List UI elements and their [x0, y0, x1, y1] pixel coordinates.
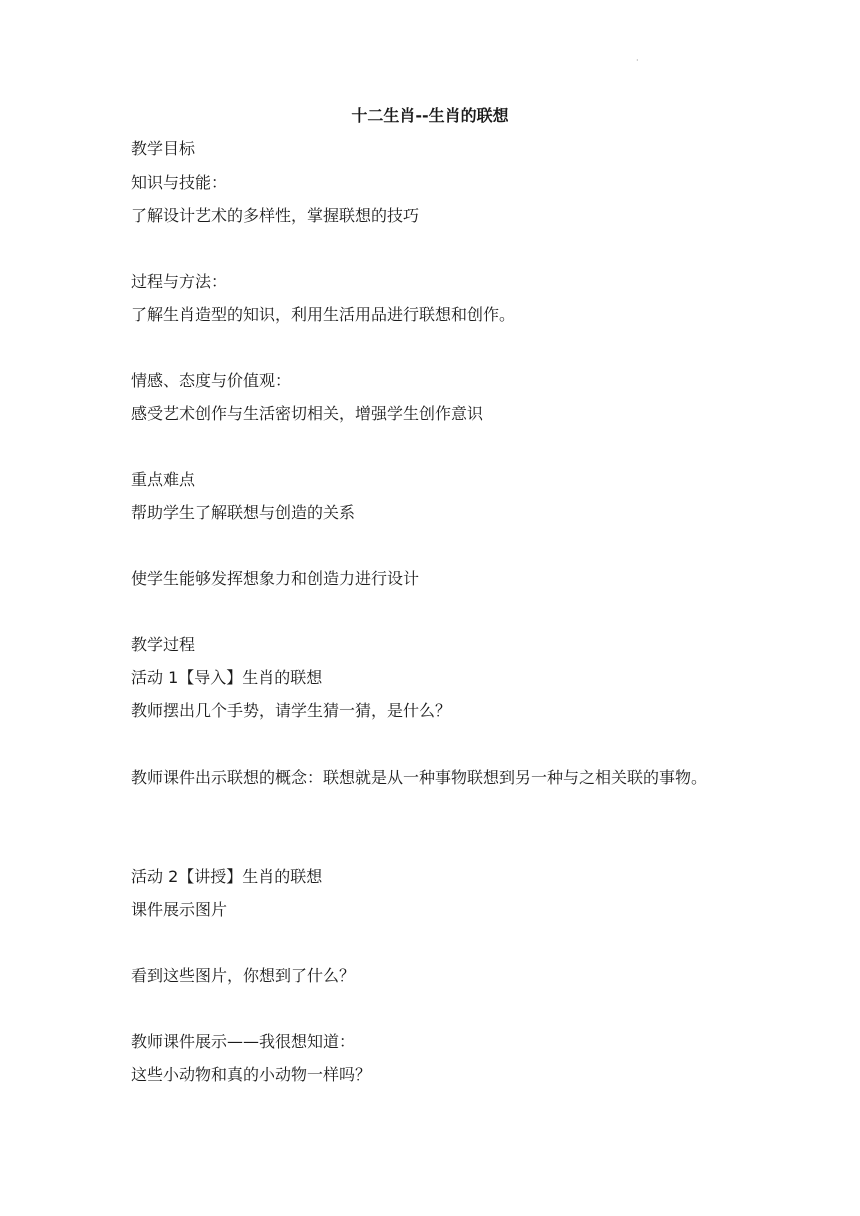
- emotion-text: 感受艺术创作与生活密切相关，增强学生创作意识: [131, 404, 484, 423]
- activity2-heading: 活动 2【讲授】生肖的联想: [131, 867, 323, 886]
- knowledge-text: 了解设计艺术的多样性，掌握联想的技巧: [131, 206, 420, 225]
- document-title: 十二生肖--生肖的联想: [351, 106, 509, 125]
- emotion-heading: 情感、态度与价值观：: [131, 371, 292, 390]
- activity2-line2: 看到这些图片，你想到了什么？: [131, 966, 356, 985]
- procedure-heading: 教学过程: [131, 635, 196, 654]
- activity1-line1: 教师摆出几个手势，请学生猜一猜，是什么？: [131, 701, 452, 720]
- process-text: 了解生肖造型的知识，利用生活用品进行联想和创作。: [131, 305, 516, 324]
- activity2-line4: 这些小动物和真的小动物一样吗？: [131, 1065, 372, 1084]
- activity1-line2: 教师课件出示联想的概念：联想就是从一种事物联想到另一种与之相关联的事物。: [131, 768, 708, 787]
- activity2-line1: 课件展示图片: [131, 900, 228, 919]
- activity2-line3: 教师课件展示——我很想知道：: [131, 1032, 356, 1051]
- key-heading: 重点难点: [131, 470, 196, 489]
- process-heading: 过程与方法：: [131, 272, 228, 291]
- header-mark: ·: [636, 56, 639, 65]
- difficulty-text: 使学生能够发挥想象力和创造力进行设计: [131, 569, 420, 588]
- activity1-heading: 活动 1【导入】生肖的联想: [131, 668, 323, 687]
- knowledge-heading: 知识与技能：: [131, 173, 228, 192]
- objectives-heading: 教学目标: [131, 139, 196, 158]
- key-text: 帮助学生了解联想与创造的关系: [131, 503, 356, 522]
